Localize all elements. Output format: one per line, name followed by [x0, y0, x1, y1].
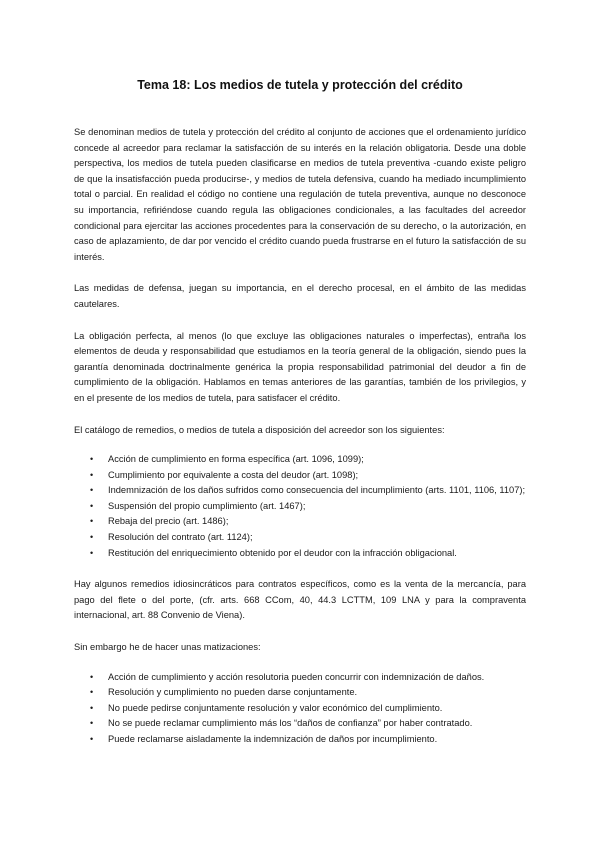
list-item: • Cumplimiento por equivalente a costa del deudor (art. 1098);	[90, 468, 526, 484]
list-item: • No se puede reclamar cumplimiento más los “daños de confianza” por haber contratado.	[90, 716, 526, 732]
paragraph-obligacion-perfecta: La obligación perfecta, al menos (lo que excluye las obligaciones naturales o imperfectas), entraña los elementos de deuda y responsabilidad que estudiamos en la teoría general de la obligación, siendo pues la garantía denominada doctrinalmente genérica la propia responsabilidad patrimonial del deudor a fin de cumplimiento de la obligación. Hablamos en temas anteriores de las garantías, también de los privilegios, y en el presente de los medios de tutela, para satisfacer el crédito.	[74, 330, 526, 403]
list-item: • Resolución y cumplimiento no pueden darse conjuntamente.	[90, 685, 526, 701]
list-item: • Restitución del enriquecimiento obtenido por el deudor con la infracción obligacional.	[90, 546, 526, 562]
list-item: • Acción de cumplimiento y acción resolutoria pueden concurrir con indemnización de daños.	[90, 670, 526, 686]
remedies-list	[74, 452, 526, 561]
bullet-icon: •	[90, 547, 94, 558]
list-item: • No puede pedirse conjuntamente resolución y valor económico del cumplimiento.	[90, 701, 526, 717]
bullet-icon: •	[90, 469, 94, 480]
bullet-icon: •	[90, 500, 94, 511]
matizaciones-list	[74, 670, 526, 748]
paragraph-intro: Se denominan medios de tutela y protección del crédito al conjunto de acciones que el ordenamiento jurídico concede al acreedor para reclamar la satisfacción de su interés en la relación obligatoria. Desde una doble perspectiva, los medios de tutela pueden clasificarse en medios de tutela preventiva -cuando existe peligro de que la insatisfacción pueda producirse-, y medios de tutela defensiva, cuando ha mediado incumplimiento total o parcial. En realidad el código no contiene una regulación de tutela preventiva, aunque no desconoce su importancia, refiriéndose cuando regula las obligaciones condicionales, a las facultades del acreedor condicional para ejercitar las acciones procedentes para la conservación de su derecho, o la autorización, en caso de aplazamiento, de dar por vencido el crédito cuando pueda frustrarse en el futuro la satisfacción de su interés.	[74, 127, 526, 262]
bullet-icon: •	[90, 454, 94, 465]
list-item: • Resolución del contrato (art. 1124);	[90, 530, 526, 546]
bullet-icon: •	[90, 485, 94, 496]
bullet-icon: •	[90, 516, 94, 527]
list-item: • Suspensión del propio cumplimiento (art. 1467);	[90, 499, 526, 515]
list-item: • Indemnización de los daños sufridos como consecuencia del incumplimiento (arts. 1101, 1106, 1107);	[90, 483, 526, 499]
bullet-icon: •	[90, 718, 94, 729]
page-title: Tema 18: Los medios de tutela y protección del crédito	[137, 78, 463, 92]
paragraph-matizaciones: Sin embargo he de hacer unas matizaciones:	[74, 642, 261, 653]
bullet-icon: •	[90, 687, 94, 698]
paragraph-defensa: Las medidas de defensa, juegan su importancia, en el derecho procesal, en el ámbito de las medidas cautelares.	[74, 283, 526, 309]
paragraph-catalogo: El catálogo de remedios, o medios de tutela a disposición del acreedor son los siguientes:	[74, 424, 445, 435]
bullet-icon: •	[90, 734, 94, 744]
list-item: • Acción de cumplimiento en forma específica (art. 1096, 1099);	[90, 452, 526, 468]
bullet-icon: •	[90, 532, 94, 543]
bullet-icon: •	[90, 702, 94, 713]
list-item: • Puede reclamarse aisladamente la indemnización de daños por incumplimiento.	[90, 732, 526, 748]
paragraph-remedios-idiosincraticos: Hay algunos remedios idiosincráticos para contratos específicos, como es la venta de la mercancía, para pago del flete o del porte, (cfr. arts. 668 CCom, 40, 44.3 LCTTM, 109 LNA y para la compraventa internacional, art. 88 Convenio de Viena).	[74, 579, 526, 621]
bullet-icon: •	[90, 671, 94, 682]
list-item: • Rebaja del precio (art. 1486);	[90, 514, 526, 530]
